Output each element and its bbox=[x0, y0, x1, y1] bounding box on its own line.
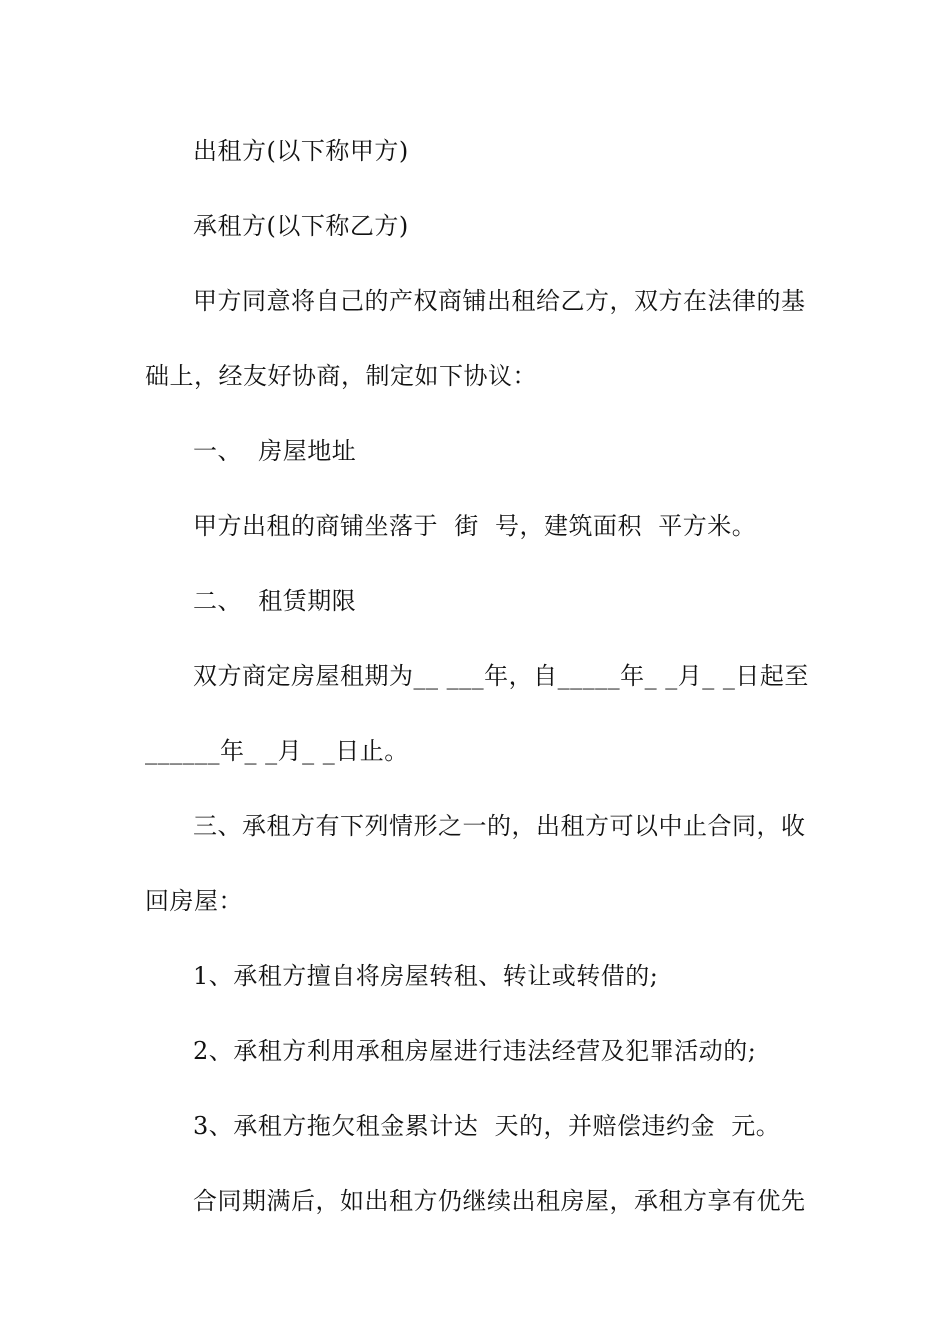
section-3-heading-line-2: 回房屋： bbox=[145, 887, 243, 915]
renewal-clause-line: 合同期满后，如出租方仍继续出租房屋，承租方享有优先 bbox=[193, 1187, 806, 1215]
lessor-line: 出租方(以下称甲方) bbox=[193, 137, 409, 165]
section-3-heading-line-1: 三、承租方有下列情形之一的，出租方可以中止合同，收 bbox=[193, 812, 806, 840]
section-1-heading: 一、 房屋地址 bbox=[193, 437, 357, 465]
section-2-heading: 二、 租赁期限 bbox=[193, 587, 357, 615]
section-3-item-3: 3、承租方拖欠租金累计达 天的，并赔偿违约金 元。 bbox=[193, 1112, 781, 1140]
section-1-body: 甲方出租的商铺坐落于 街 号，建筑面积 平方米。 bbox=[193, 512, 757, 540]
section-2-body-line-1: 双方商定房屋租期为__ ___年，自_____年_ _月_ _日起至 bbox=[193, 662, 809, 690]
section-3-item-2: 2、承租方利用承租房屋进行违法经营及犯罪活动的; bbox=[193, 1037, 757, 1065]
section-2-body-line-2: ______年_ _月_ _日止。 bbox=[145, 737, 409, 765]
lessee-line: 承租方(以下称乙方) bbox=[193, 212, 409, 240]
agreement-intro-line-1: 甲方同意将自己的产权商铺出租给乙方，双方在法律的基 bbox=[193, 287, 806, 315]
agreement-intro-line-2: 础上，经友好协商，制定如下协议： bbox=[145, 362, 537, 390]
section-3-item-1: 1、承租方擅自将房屋转租、转让或转借的; bbox=[193, 962, 659, 990]
